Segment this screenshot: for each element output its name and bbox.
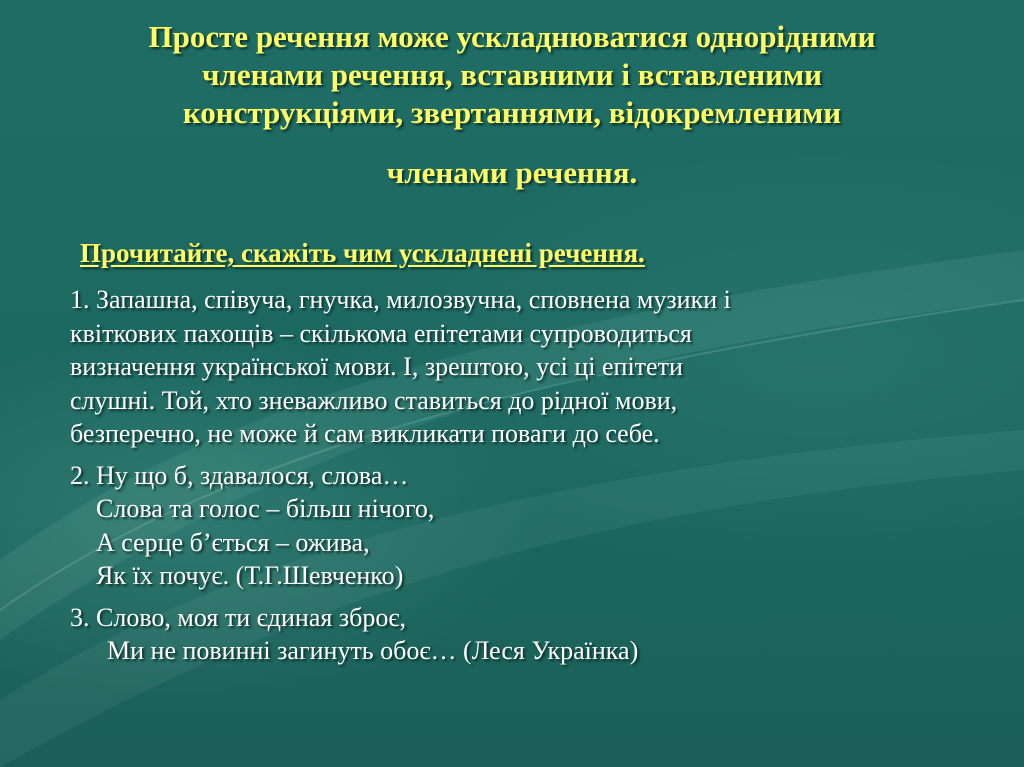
title-line-2: членами речення, вставними і вставленими [202, 57, 822, 92]
sentence-1-line-2: квіткових пахощів – скількома епітетами супроводиться [70, 318, 692, 348]
examples-list [70, 283, 960, 668]
title-line-4: членами речення. [386, 155, 638, 190]
sentence-3-line-1: 3. Слово, моя ти єдиная зброє, [70, 602, 406, 632]
sentence-2-line-1: 2. Ну що б, здавалося, слова… [70, 460, 409, 490]
sentence-1-line-5: безперечно, не може й сам викликати поваги до себе. [70, 419, 660, 448]
sentence-2 [70, 459, 960, 593]
sentence-2-line-3: А серце б’ється – ожива, [96, 527, 370, 557]
sentence-1-line-4: слушні. Той, хто зневажливо ставиться до рідної мови, [70, 385, 678, 415]
sentence-2-line-2: Слова та голос – більш нічого, [96, 494, 435, 523]
title-line-3: конструкціями, звертаннями, відокремленими [182, 95, 842, 130]
sentence-1-line-3: визначення української мови. І, зрештою, усі ці епітети [70, 352, 683, 381]
sentence-1-line-1: 1. Запашна, співуча, гнучка, милозвучна, сповнена музики і [70, 285, 731, 314]
sentence-1 [70, 283, 960, 451]
sentence-2-line-4: Як їх почує. (Т.Г.Шевченко) [96, 561, 404, 590]
task-prompt: Прочитайте, скажіть чим ускладнені речення. [80, 238, 645, 268]
sentence-3 [70, 601, 960, 668]
title-line-1: Просте речення може ускладнюватися однорідними [148, 19, 876, 54]
slide-title [60, 18, 964, 192]
sentence-3-line-2: Ми не повинні загинуть обоє… (Леся Українка) [107, 636, 639, 665]
